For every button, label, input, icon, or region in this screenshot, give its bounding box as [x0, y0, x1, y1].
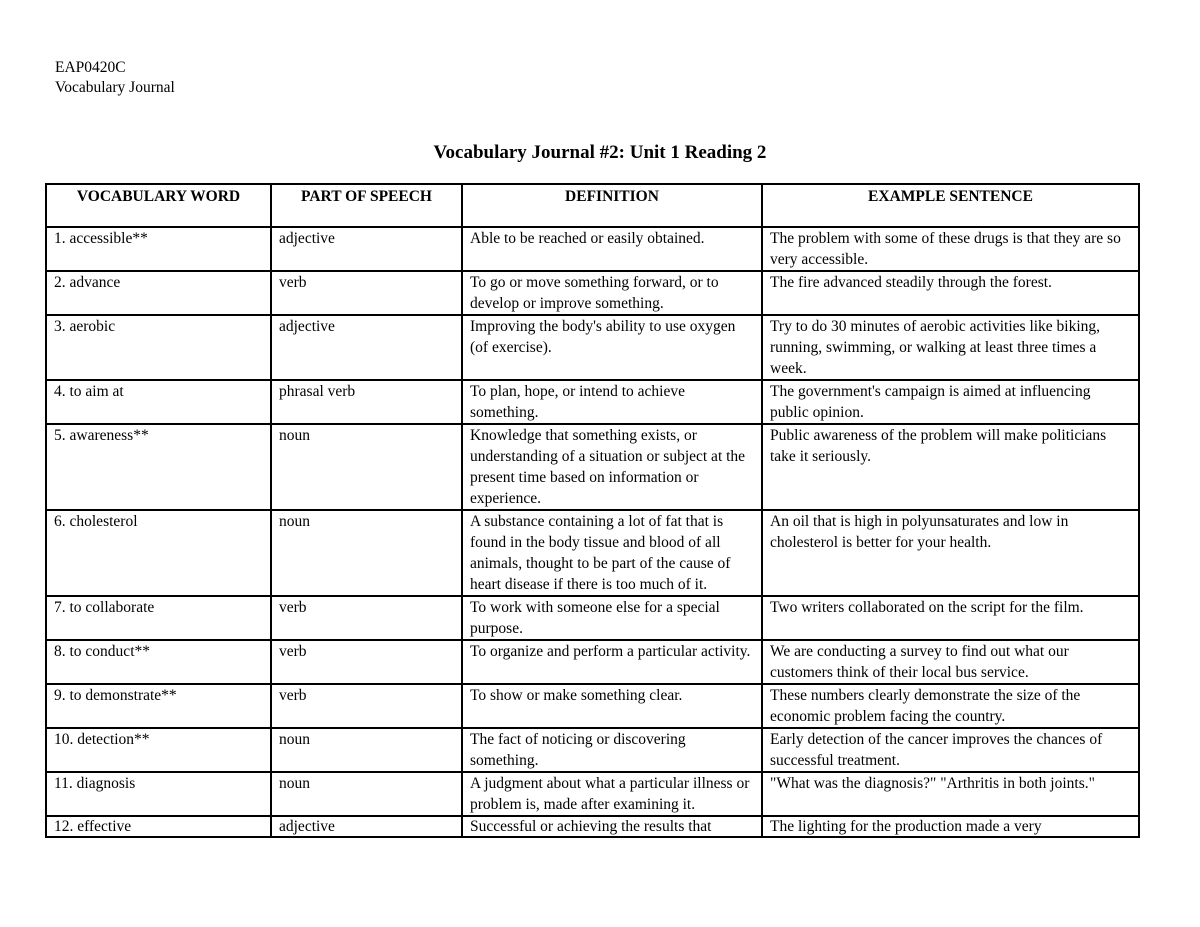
table-row [46, 728, 1139, 772]
example-cell: Try to do 30 minutes of aerobic activities like biking, running, swimming, or walking at least three times a week. [762, 315, 1139, 380]
column-header-definition: DEFINITION [462, 184, 762, 227]
word-cell: 1. accessible** [46, 227, 271, 271]
column-header-word: VOCABULARY WORD [46, 184, 271, 227]
table-row [46, 772, 1139, 816]
definition-cell: Able to be reached or easily obtained. [462, 227, 762, 271]
part-of-speech-cell: noun [271, 510, 462, 596]
vocabulary-table [45, 183, 1140, 838]
table-row [46, 380, 1139, 424]
definition-cell: The fact of noticing or discovering something. [462, 728, 762, 772]
definition-cell: A judgment about what a particular illness or problem is, made after examining it. [462, 772, 762, 816]
page-title: Vocabulary Journal #2: Unit 1 Reading 2 [433, 142, 767, 163]
definition-cell: To go or move something forward, or to develop or improve something. [462, 271, 762, 315]
table-row [46, 227, 1139, 271]
definition-cell: Improving the body's ability to use oxygen (of exercise). [462, 315, 762, 380]
example-cell: Public awareness of the problem will make politicians take it seriously. [762, 424, 1139, 510]
part-of-speech-cell: adjective [271, 816, 462, 837]
part-of-speech-cell: verb [271, 684, 462, 728]
table-row [46, 424, 1139, 510]
document-header [55, 58, 175, 98]
definition-cell: Knowledge that something exists, or understanding of a situation or subject at the present time based on information or experience. [462, 424, 762, 510]
column-header-example: EXAMPLE SENTENCE [762, 184, 1139, 227]
word-cell: 11. diagnosis [46, 772, 271, 816]
part-of-speech-cell: verb [271, 640, 462, 684]
example-cell: The government's campaign is aimed at influencing public opinion. [762, 380, 1139, 424]
example-cell: The lighting for the production made a very [762, 816, 1139, 837]
part-of-speech-cell: adjective [271, 315, 462, 380]
example-cell: These numbers clearly demonstrate the size of the economic problem facing the country. [762, 684, 1139, 728]
part-of-speech-cell: noun [271, 772, 462, 816]
table-row [46, 596, 1139, 640]
example-cell: We are conducting a survey to find out what our customers think of their local bus service. [762, 640, 1139, 684]
word-cell: 4. to aim at [46, 380, 271, 424]
definition-cell: To show or make something clear. [462, 684, 762, 728]
table-row [46, 640, 1139, 684]
table-row [46, 271, 1139, 315]
word-cell: 8. to conduct** [46, 640, 271, 684]
table-header-row [46, 184, 1139, 227]
word-cell: 5. awareness** [46, 424, 271, 510]
definition-cell: A substance containing a lot of fat that is found in the body tissue and blood of all animals, thought to be part of the cause of heart disease if there is too much of it. [462, 510, 762, 596]
part-of-speech-cell: noun [271, 424, 462, 510]
example-cell: Two writers collaborated on the script for the film. [762, 596, 1139, 640]
word-cell: 12. effective [46, 816, 271, 837]
course-code: EAP0420C [55, 59, 126, 76]
word-cell: 10. detection** [46, 728, 271, 772]
document-subtitle: Vocabulary Journal [55, 79, 175, 96]
word-cell: 2. advance [46, 271, 271, 315]
word-cell: 7. to collaborate [46, 596, 271, 640]
example-cell: The fire advanced steadily through the forest. [762, 271, 1139, 315]
part-of-speech-cell: adjective [271, 227, 462, 271]
column-header-part-of-speech: PART OF SPEECH [271, 184, 462, 227]
table-row [46, 510, 1139, 596]
definition-cell: To plan, hope, or intend to achieve something. [462, 380, 762, 424]
example-cell: The problem with some of these drugs is that they are so very accessible. [762, 227, 1139, 271]
example-cell: "What was the diagnosis?" "Arthritis in both joints." [762, 772, 1139, 816]
table-row [46, 315, 1139, 380]
part-of-speech-cell: phrasal verb [271, 380, 462, 424]
part-of-speech-cell: verb [271, 271, 462, 315]
definition-cell: Successful or achieving the results that [462, 816, 762, 837]
table-row [46, 684, 1139, 728]
part-of-speech-cell: noun [271, 728, 462, 772]
example-cell: Early detection of the cancer improves the chances of successful treatment. [762, 728, 1139, 772]
definition-cell: To work with someone else for a special purpose. [462, 596, 762, 640]
word-cell: 3. aerobic [46, 315, 271, 380]
word-cell: 6. cholesterol [46, 510, 271, 596]
example-cell: An oil that is high in polyunsaturates and low in cholesterol is better for your health. [762, 510, 1139, 596]
word-cell: 9. to demonstrate** [46, 684, 271, 728]
part-of-speech-cell: verb [271, 596, 462, 640]
definition-cell: To organize and perform a particular activity. [462, 640, 762, 684]
table-row [46, 816, 1139, 837]
